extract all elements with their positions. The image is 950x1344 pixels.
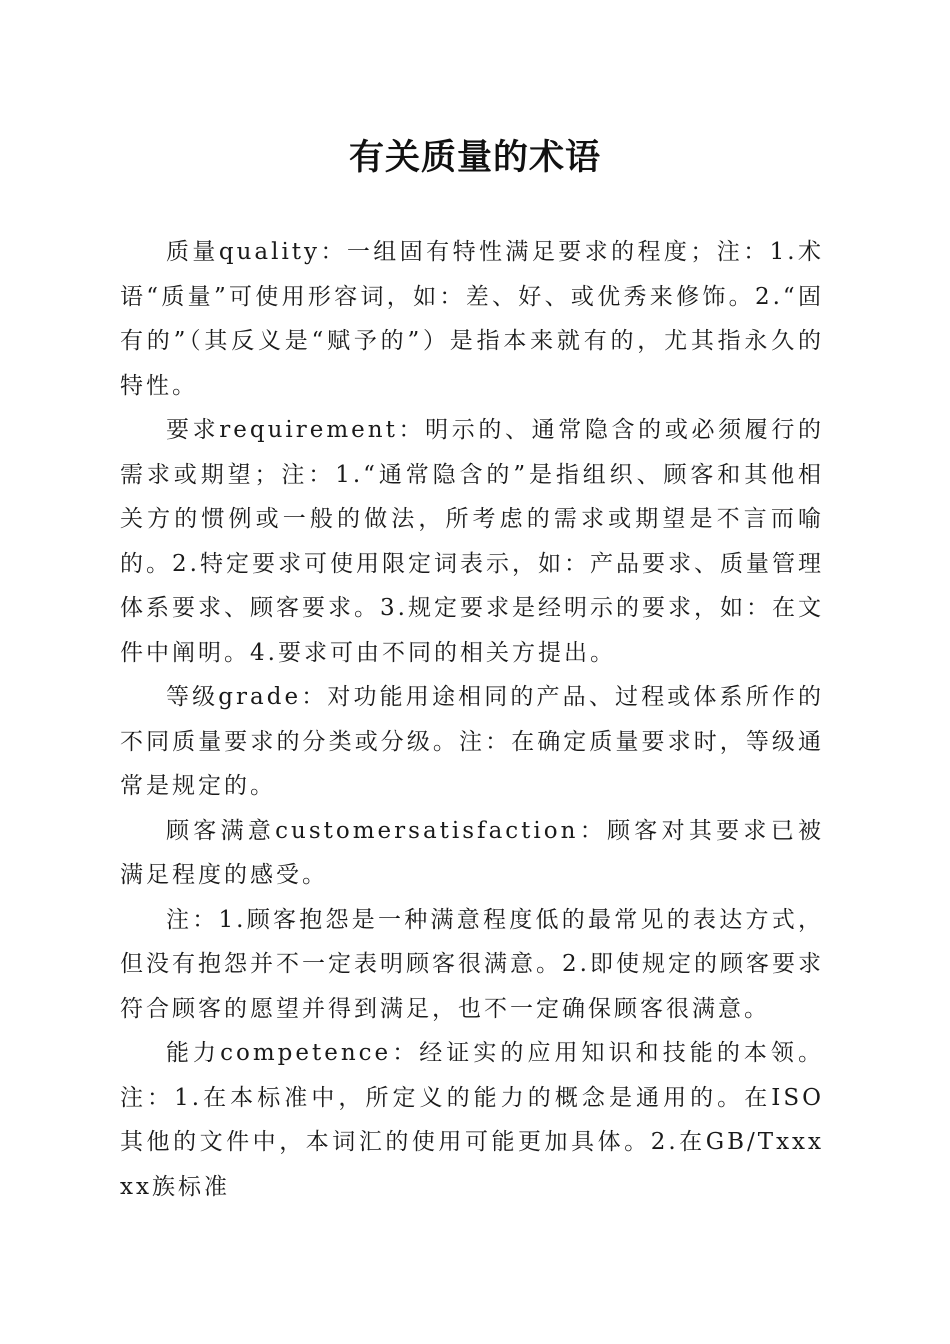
paragraph-satisfaction-notes: 注：1.顾客抱怨是一种满意程度低的最常见的表达方式，但没有抱怨并不一定表明顾客很满意。2.即使规定的顾客要求符合顾客的愿望并得到满足，也不一定确保顾客很满意。 (120, 906, 824, 1022)
paragraph-quality: 质量quality：一组固有特性满足要求的程度；注：1.术语“质量”可使用形容词，如：差、好、或优秀来修饰。2.“固有的”（其反义是“赋予的”）是指本来就有的，尤其指永久的特性。 (120, 239, 824, 399)
document-title: 有关质量的术语 (348, 137, 601, 178)
paragraph-customer-satisfaction: 顾客满意customersatisfaction：顾客对其要求已被满足程度的感受。 (120, 817, 824, 888)
paragraph-grade: 等级grade：对功能用途相同的产品、过程或体系所作的不同质量要求的分类或分级。注：在确定质量要求时，等级通常是规定的。 (120, 684, 824, 799)
paragraph-requirement: 要求requirement：明示的、通常隐含的或必须履行的需求或期望；注：1.“通常隐含的”是指组织、顾客和其他相关方的惯例或一般的做法，所考虑的需求或期望是不言而喻的。2.特定要求可使用限定词表示，如：产品要求、质量管理体系要求、顾客要求。3.规定要求是经明示的要求，如：在文件中阐明。4.要求可由不同的相关方提出。 (120, 417, 824, 666)
paragraph-competence: 能力competence：经证实的应用知识和技能的本领。注：1.在本标准中，所定义的能力的概念是通用的。在ISO其他的文件中，本词汇的使用可能更加具体。2.在GB/Txxxxx族标准 (120, 1040, 824, 1200)
document-body (120, 230, 824, 1209)
